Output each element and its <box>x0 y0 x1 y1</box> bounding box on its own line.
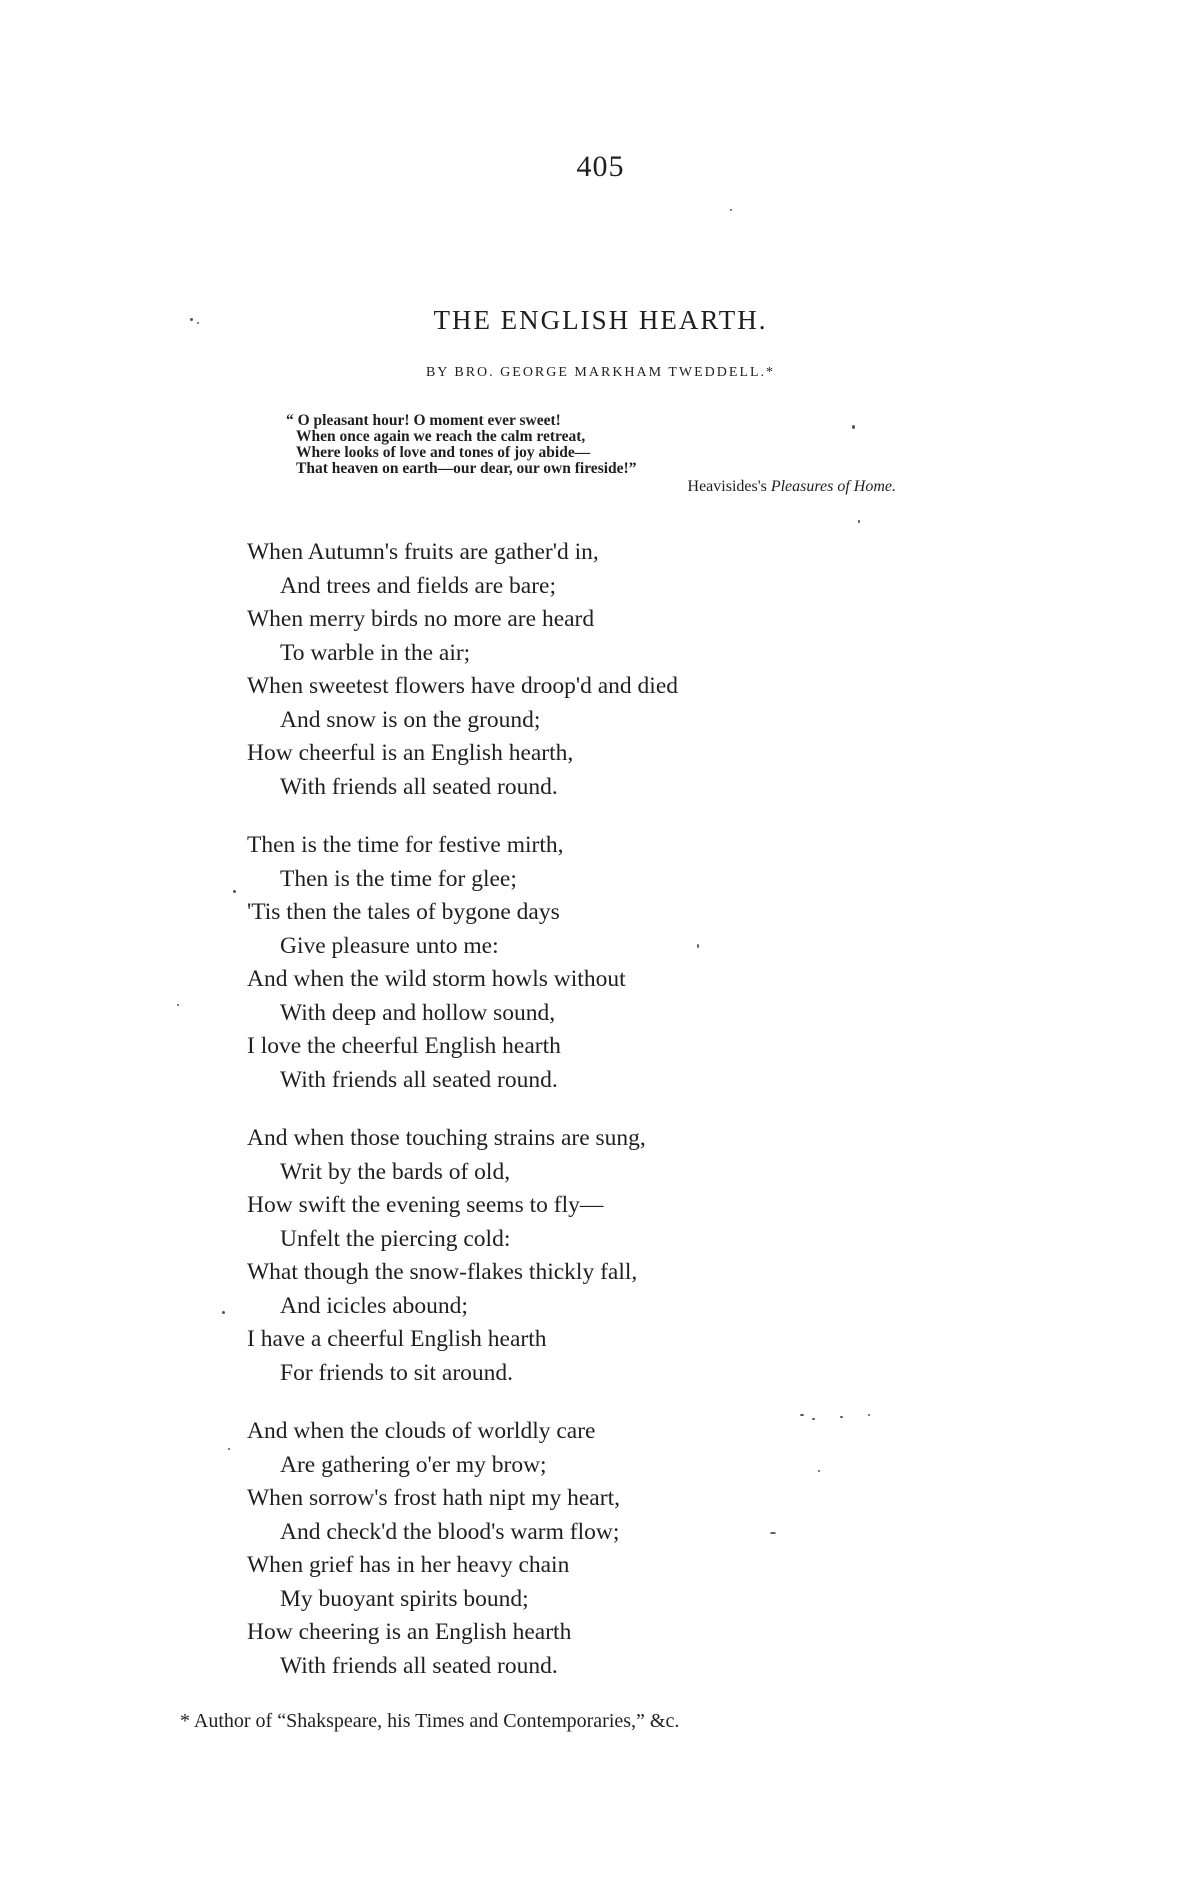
poem-line: My buoyant spirits bound; <box>280 1585 529 1612</box>
poem-line: And snow is on the ground; <box>280 706 541 733</box>
speck <box>840 1416 843 1418</box>
poem-byline: BY BRO. GEORGE MARKHAM TWEDDELL.* <box>425 365 776 380</box>
page-number: 405 <box>576 150 625 183</box>
poem-line: When sweetest flowers have droop'd and died <box>247 673 679 699</box>
poem-line: And when the wild storm howls without <box>247 966 626 992</box>
poem-line: When Autumn's fruits are gather'd in, <box>247 539 599 565</box>
speck <box>222 1311 225 1314</box>
poem-line: I love the cheerful English hearth <box>247 1033 561 1059</box>
poem-line: With deep and hollow sound, <box>280 999 556 1026</box>
speck <box>818 1470 820 1472</box>
poem-line: Unfelt the piercing cold: <box>280 1225 511 1252</box>
speck <box>858 520 860 523</box>
epigraph-work: Pleasures of Home. <box>770 478 896 495</box>
stanza <box>247 536 947 804</box>
poem-line: With friends all seated round. <box>280 1652 558 1679</box>
speck <box>233 890 236 893</box>
stanza <box>247 1122 947 1390</box>
poem-line: How cheerful is an English hearth, <box>247 740 574 766</box>
epigraph-line: When once again we reach the calm retreat, <box>296 428 586 445</box>
stanza <box>247 1415 947 1683</box>
poem-line: For friends to sit around. <box>280 1359 514 1386</box>
poem-line: And trees and fields are bare; <box>280 572 556 599</box>
speck <box>697 944 699 948</box>
stanza <box>247 829 947 1097</box>
speck <box>730 209 732 211</box>
poem-title: THE ENGLISH HEARTH. <box>433 305 768 335</box>
epigraph-line: “ O pleasant hour! O moment ever sweet! <box>286 412 561 429</box>
poem-line: When grief has in her heavy chain <box>247 1552 570 1578</box>
speck <box>197 322 199 324</box>
poem-line: Are gathering o'er my brow; <box>280 1451 547 1478</box>
speck <box>190 318 193 321</box>
speck <box>868 1414 870 1416</box>
footnote: * Author of “Shakspeare, his Times and Contemporaries,” &c. <box>180 1710 680 1732</box>
poem-line: Give pleasure unto me: <box>280 932 499 959</box>
poem-line: With friends all seated round. <box>280 773 558 800</box>
poem-line: Writ by the bards of old, <box>280 1158 511 1185</box>
poem-line: How cheering is an English hearth <box>247 1619 572 1645</box>
epigraph-line: Where looks of love and tones of joy abide— <box>296 444 591 461</box>
poem-line: I have a cheerful English hearth <box>247 1326 547 1352</box>
poem-line: And when those touching strains are sung, <box>247 1125 646 1151</box>
speck <box>770 1532 776 1534</box>
epigraph-attribution <box>286 479 906 495</box>
speck <box>800 1414 804 1416</box>
poem-line: And when the clouds of worldly care <box>247 1418 596 1444</box>
poem-line: With friends all seated round. <box>280 1066 558 1093</box>
poem-line: When sorrow's frost hath nipt my heart, <box>247 1485 620 1511</box>
poem-line: When merry birds no more are heard <box>247 606 595 632</box>
epigraph-line: That heaven on earth—our dear, our own fireside!” <box>296 460 637 477</box>
speck <box>812 1418 815 1420</box>
poem-line: How swift the evening seems to fly— <box>247 1192 604 1218</box>
epigraph <box>286 413 906 495</box>
speck <box>852 425 855 429</box>
speck <box>177 1004 179 1006</box>
poem-line: To warble in the air; <box>280 639 471 666</box>
poem-line: Then is the time for glee; <box>280 865 517 892</box>
poem-line: What though the snow-flakes thickly fall, <box>247 1259 638 1285</box>
poem-line: 'Tis then the tales of bygone days <box>247 899 560 925</box>
poem-body <box>247 536 947 1708</box>
poem-line: And check'd the blood's warm flow; <box>280 1518 620 1545</box>
epigraph-author: Heavisides's <box>687 478 767 495</box>
poem-line: Then is the time for festive mirth, <box>247 832 564 858</box>
poem-line: And icicles abound; <box>280 1292 468 1319</box>
speck <box>228 1448 230 1450</box>
